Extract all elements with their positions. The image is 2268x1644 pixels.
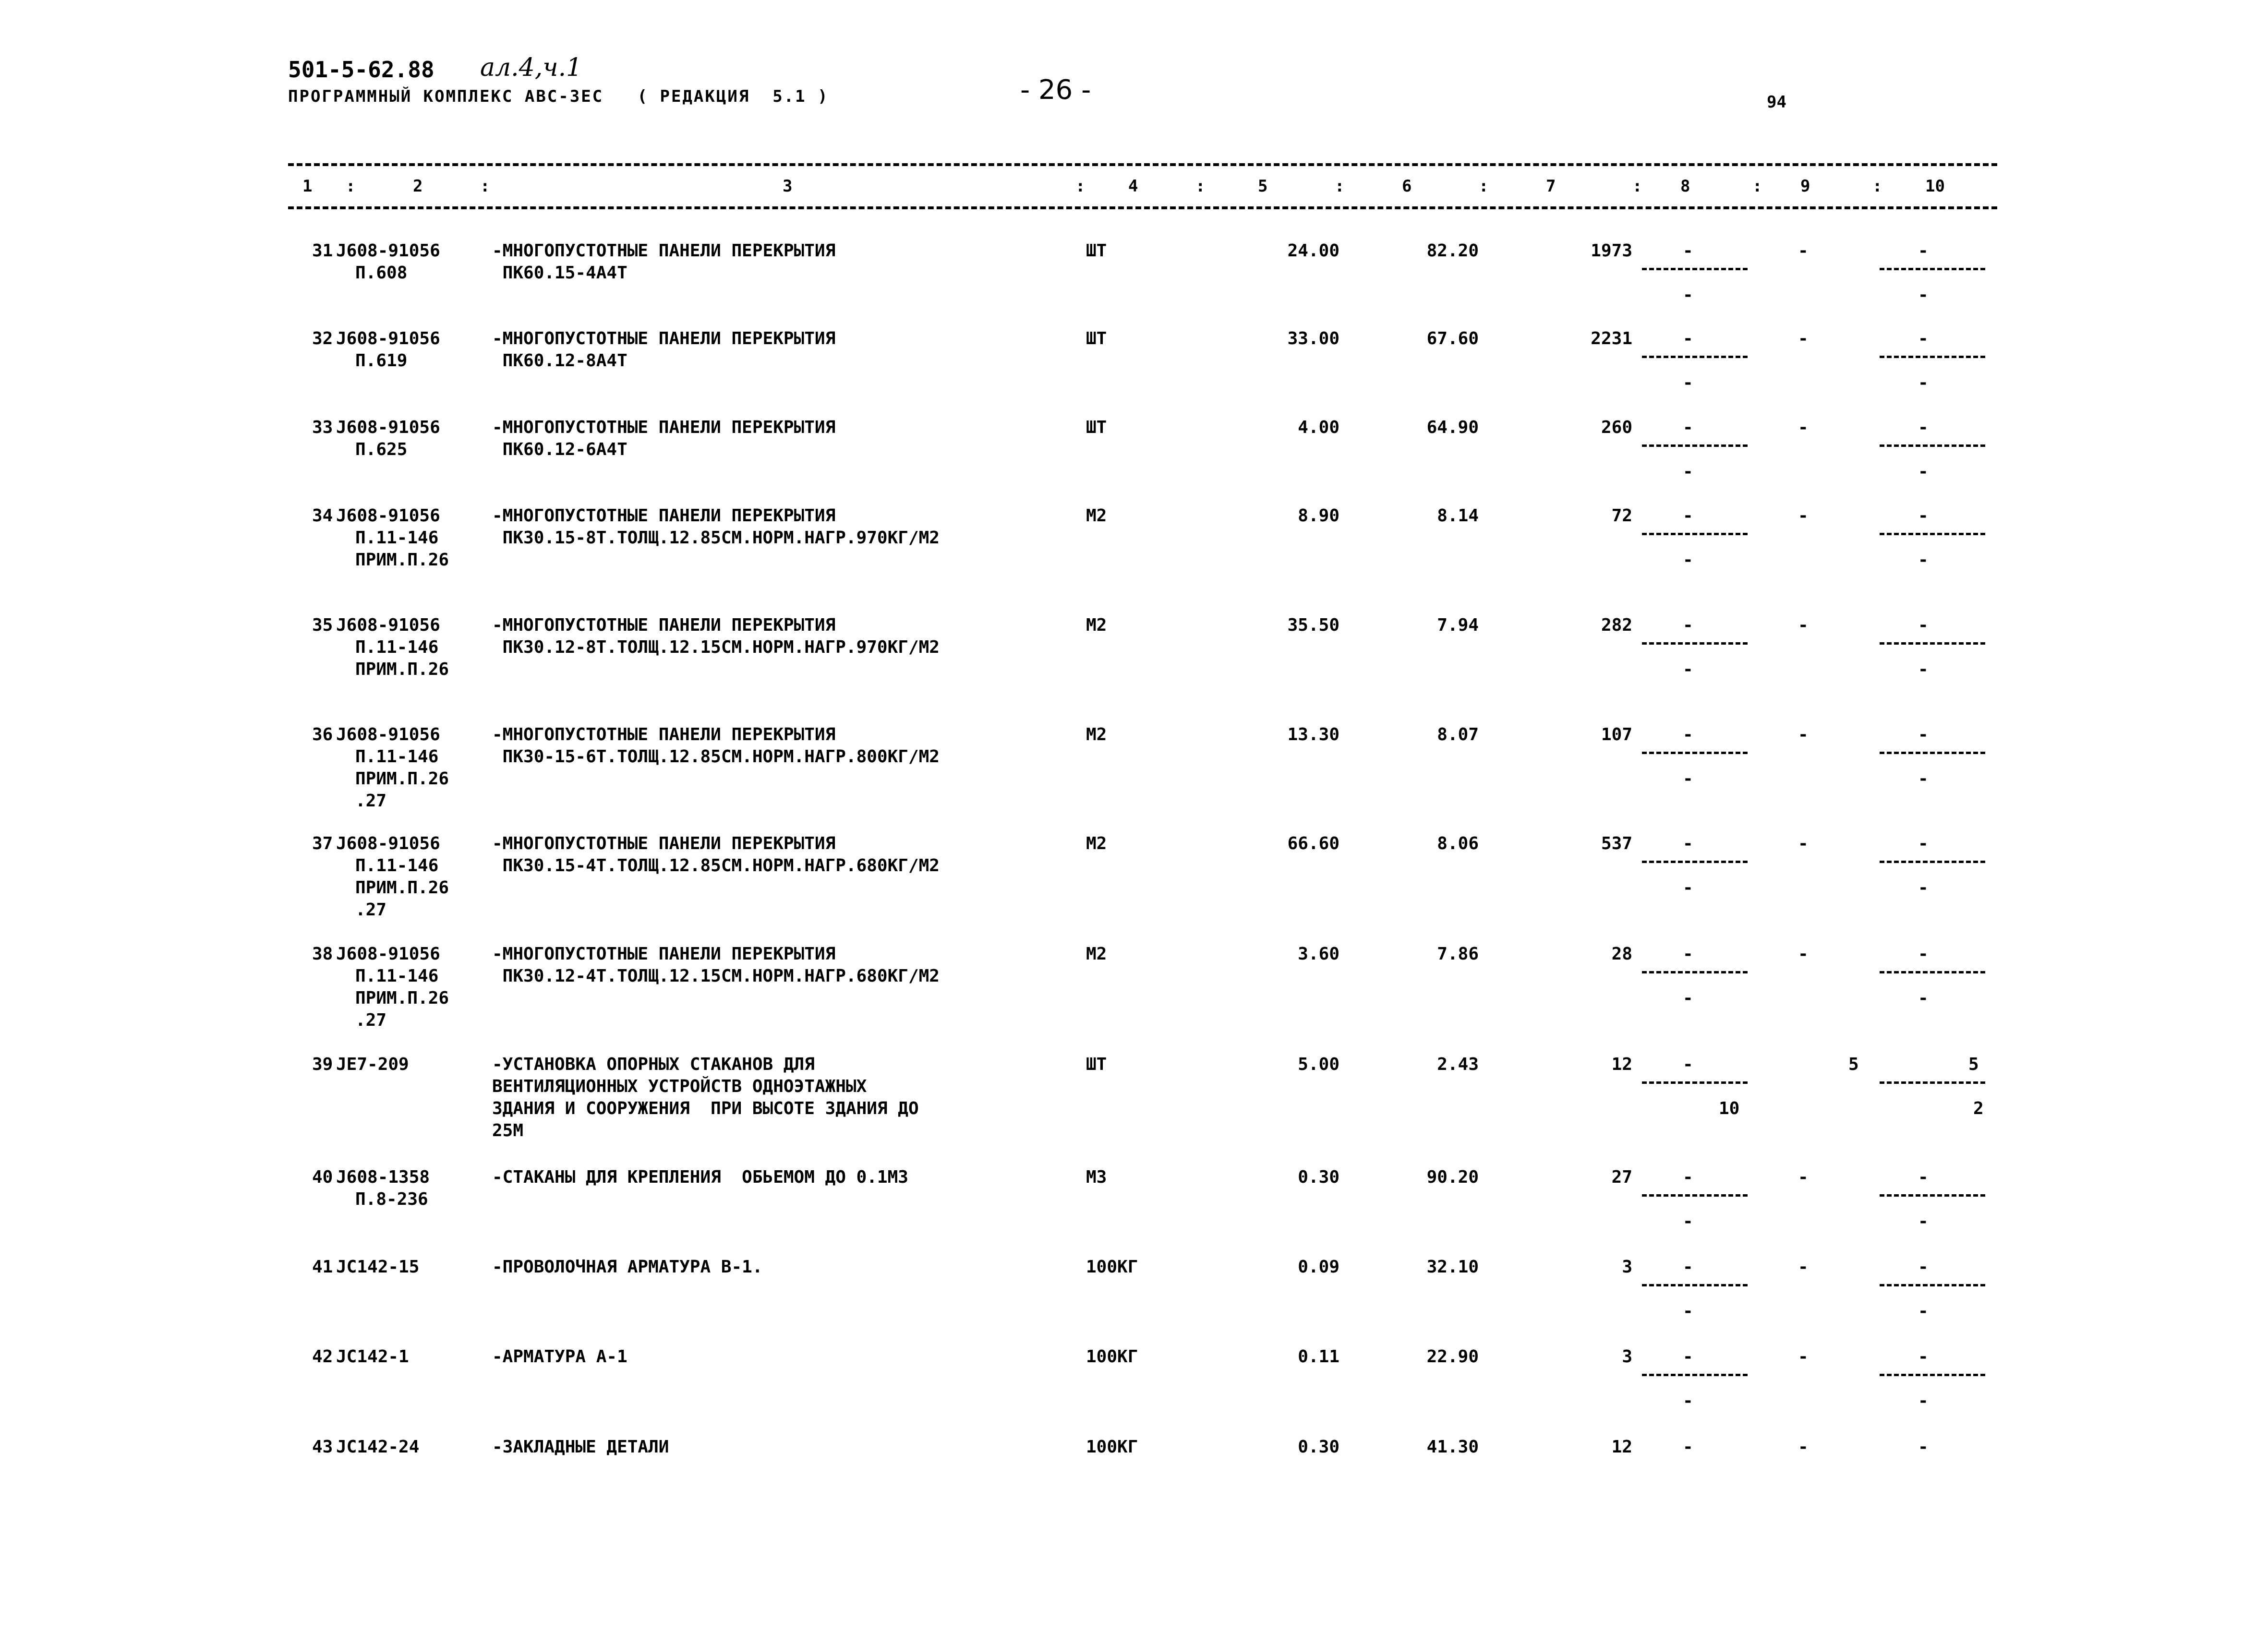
- row-number: 40: [312, 1167, 333, 1187]
- row-code: П.11-146: [355, 747, 439, 767]
- fraction-line: [1642, 1374, 1748, 1376]
- column-number: 7: [1546, 177, 1556, 196]
- row-col9: -: [1798, 1347, 1809, 1367]
- row-col8-top: -: [1683, 1347, 1693, 1367]
- row-code: П.11-146: [355, 528, 439, 548]
- fraction-line: [1642, 1284, 1748, 1286]
- row-description: ПК30.15-8Т.ТОЛЩ.12.85СМ.НОРМ.НАГР.970КГ/М2: [492, 528, 940, 548]
- row-quantity: 66.60: [1287, 834, 1339, 853]
- row-col10-bottom: 2: [1973, 1099, 1984, 1118]
- row-code: ПРИМ.П.26: [355, 660, 449, 679]
- row-col8-bottom: 10: [1719, 1099, 1740, 1118]
- row-price: 64.90: [1426, 418, 1479, 437]
- row-col9: -: [1798, 1257, 1809, 1277]
- row-col10-bottom: -: [1918, 1391, 1929, 1411]
- row-description: ПК30.12-8Т.ТОЛЩ.12.15СМ.НОРМ.НАГР.970КГ/М2: [492, 637, 940, 657]
- column-number: 9: [1800, 177, 1810, 196]
- row-col10-top: -: [1918, 615, 1929, 635]
- row-col8-top: -: [1683, 615, 1693, 635]
- row-code: ПРИМ.П.26: [355, 988, 449, 1008]
- row-code: ЈС142-1: [336, 1347, 409, 1367]
- row-code: Ј608-91056: [336, 615, 440, 635]
- row-price: 7.86: [1437, 944, 1479, 964]
- row-unit: 100КГ: [1086, 1347, 1138, 1367]
- column-separator: :: [1632, 177, 1642, 196]
- row-quantity: 5.00: [1298, 1055, 1339, 1074]
- row-code: Ј608-91056: [336, 725, 440, 744]
- row-description: ПК30-15-6Т.ТОЛЩ.12.85СМ.НОРМ.НАГР.800КГ/М2: [492, 747, 940, 767]
- row-col10-top: -: [1918, 1347, 1929, 1367]
- row-description: -СТАКАНЫ ДЛЯ КРЕПЛЕНИЯ ОБЬЕМОМ ДО 0.1М3: [492, 1167, 908, 1187]
- row-price: 2.43: [1437, 1055, 1479, 1074]
- row-code: ЈС142-24: [336, 1437, 420, 1457]
- row-price: 67.60: [1426, 329, 1479, 348]
- row-description: -МНОГОПУСТОТНЫЕ ПАНЕЛИ ПЕРЕКРЫТИЯ: [492, 725, 836, 744]
- row-total: 28: [1611, 944, 1632, 964]
- row-quantity: 8.90: [1298, 506, 1339, 526]
- row-col8-bottom: -: [1683, 373, 1693, 393]
- fraction-line: [1880, 1284, 1985, 1286]
- column-number: 3: [783, 177, 793, 196]
- row-col10-bottom: -: [1918, 1212, 1929, 1231]
- row-total: 3: [1622, 1257, 1632, 1277]
- row-col10-top: -: [1918, 725, 1929, 744]
- row-col10-bottom: -: [1918, 769, 1929, 789]
- row-number: 37: [312, 834, 333, 853]
- row-col10-bottom: -: [1918, 1301, 1929, 1321]
- row-col10-top: -: [1918, 506, 1929, 526]
- row-description: ЗДАНИЯ И СООРУЖЕНИЯ ПРИ ВЫСОТЕ ЗДАНИЯ ДО: [492, 1099, 919, 1118]
- row-col9: -: [1798, 1437, 1809, 1457]
- edition-label: ( РЕДАКЦИЯ 5.1 ): [637, 87, 829, 106]
- fraction-line: [1642, 752, 1748, 754]
- row-price: 8.14: [1437, 506, 1479, 526]
- sheet-number: 94: [1767, 93, 1786, 112]
- column-number: 1: [302, 177, 313, 196]
- handwritten-note: ал.4,ч.1: [480, 53, 582, 82]
- row-code: П.619: [355, 351, 408, 371]
- column-separator: :: [1872, 177, 1882, 196]
- fraction-line: [1880, 752, 1985, 754]
- row-col10-bottom: -: [1918, 285, 1929, 305]
- row-col9: -: [1798, 1167, 1809, 1187]
- column-number: 6: [1402, 177, 1412, 196]
- row-quantity: 0.09: [1298, 1257, 1339, 1277]
- column-separator: :: [1195, 177, 1206, 196]
- column-number: 8: [1680, 177, 1690, 196]
- row-total: 12: [1611, 1055, 1632, 1074]
- row-col9: -: [1798, 725, 1809, 744]
- row-price: 8.06: [1437, 834, 1479, 853]
- row-description: -УСТАНОВКА ОПОРНЫХ СТАКАНОВ ДЛЯ: [492, 1055, 815, 1074]
- row-quantity: 33.00: [1287, 329, 1339, 348]
- row-code: Ј608-91056: [336, 418, 440, 437]
- row-total: 537: [1601, 834, 1632, 853]
- row-total: 107: [1601, 725, 1632, 744]
- row-col9: -: [1798, 506, 1809, 526]
- row-code: ПРИМ.П.26: [355, 878, 449, 898]
- row-code: Ј608-91056: [336, 506, 440, 526]
- row-total: 12: [1611, 1437, 1632, 1457]
- row-unit: ШТ: [1086, 241, 1107, 261]
- row-col8-bottom: -: [1683, 1391, 1693, 1411]
- column-number: 5: [1258, 177, 1268, 196]
- row-description: -МНОГОПУСТОТНЫЕ ПАНЕЛИ ПЕРЕКРЫТИЯ: [492, 241, 836, 261]
- row-description: -АРМАТУРА А-1: [492, 1347, 627, 1367]
- row-number: 42: [312, 1347, 333, 1367]
- row-price: 32.10: [1426, 1257, 1479, 1277]
- row-description: ВЕНТИЛЯЦИОННЫХ УСТРОЙСТВ ОДНОЭТАЖНЫХ: [492, 1077, 867, 1096]
- row-code: П.11-146: [355, 966, 439, 986]
- row-col10-top: -: [1918, 418, 1929, 437]
- fraction-line: [1880, 1374, 1985, 1376]
- row-total: 72: [1611, 506, 1632, 526]
- row-quantity: 4.00: [1298, 418, 1339, 437]
- row-unit: М2: [1086, 506, 1107, 526]
- row-price: 22.90: [1426, 1347, 1479, 1367]
- row-col8-top: -: [1683, 725, 1693, 744]
- fraction-line: [1642, 1081, 1748, 1084]
- program-name: ПРОГРАММНЫЙ КОМПЛЕКС АВС-3ЕС: [288, 87, 604, 106]
- column-separator: :: [1075, 177, 1086, 196]
- row-col10-bottom: -: [1918, 878, 1929, 898]
- row-col10-top: -: [1918, 241, 1929, 261]
- row-number: 33: [312, 418, 333, 437]
- row-description: -МНОГОПУСТОТНЫЕ ПАНЕЛИ ПЕРЕКРЫТИЯ: [492, 506, 836, 526]
- row-col9: -: [1798, 241, 1809, 261]
- row-code: ЈС142-15: [336, 1257, 420, 1277]
- row-total: 2231: [1591, 329, 1632, 348]
- fraction-line: [1642, 1194, 1748, 1197]
- row-code: ПРИМ.П.26: [355, 550, 449, 570]
- row-unit: М2: [1086, 944, 1107, 964]
- row-code: П.625: [355, 440, 408, 459]
- row-number: 35: [312, 615, 333, 635]
- row-col8-bottom: -: [1683, 1301, 1693, 1321]
- row-code: Ј608-1358: [336, 1167, 430, 1187]
- column-separator: :: [1335, 177, 1345, 196]
- column-number: 2: [413, 177, 423, 196]
- row-col10-bottom: -: [1918, 988, 1929, 1008]
- row-col10-top: -: [1918, 1437, 1929, 1457]
- row-col10-top: -: [1918, 944, 1929, 964]
- row-code: П.608: [355, 263, 408, 283]
- column-separator: :: [480, 177, 490, 196]
- row-description: 25М: [492, 1121, 524, 1140]
- row-unit: 100КГ: [1086, 1437, 1138, 1457]
- row-code: ПРИМ.П.26: [355, 769, 449, 789]
- program-title: [288, 85, 829, 108]
- column-separator: :: [1479, 177, 1489, 196]
- row-code: П.11-146: [355, 637, 439, 657]
- row-description: ПК30.15-4Т.ТОЛЩ.12.85СМ.НОРМ.НАГР.680КГ/М2: [492, 856, 940, 876]
- row-description: ПК60.15-4А4Т: [492, 263, 627, 283]
- row-code: Ј608-91056: [336, 241, 440, 261]
- row-unit: ШТ: [1086, 329, 1107, 348]
- row-description: -МНОГОПУСТОТНЫЕ ПАНЕЛИ ПЕРЕКРЫТИЯ: [492, 944, 836, 964]
- row-price: 7.94: [1437, 615, 1479, 635]
- fraction-line: [1642, 861, 1748, 863]
- row-code: .27: [355, 791, 387, 811]
- row-col8-top: -: [1683, 506, 1693, 526]
- row-description: ПК60.12-8А4Т: [492, 351, 627, 371]
- row-col8-bottom: -: [1683, 1212, 1693, 1231]
- fraction-line: [1642, 444, 1748, 447]
- row-description: -ПРОВОЛОЧНАЯ АРМАТУРА В-1.: [492, 1257, 763, 1277]
- row-col9: -: [1798, 834, 1809, 853]
- row-col10-top: -: [1918, 834, 1929, 853]
- row-col9: -: [1798, 944, 1809, 964]
- fraction-line: [1880, 1081, 1985, 1084]
- row-description: -МНОГОПУСТОТНЫЕ ПАНЕЛИ ПЕРЕКРЫТИЯ: [492, 615, 836, 635]
- header-rule-top: [288, 163, 1997, 166]
- row-description: -МНОГОПУСТОТНЫЕ ПАНЕЛИ ПЕРЕКРЫТИЯ: [492, 834, 836, 853]
- row-code: Ј608-91056: [336, 834, 440, 853]
- row-code: ЈЕ7-209: [336, 1055, 409, 1074]
- row-quantity: 0.30: [1298, 1167, 1339, 1187]
- row-number: 36: [312, 725, 333, 744]
- row-col8-bottom: -: [1683, 878, 1693, 898]
- row-price: 90.20: [1426, 1167, 1479, 1187]
- row-col10-top: 5: [1968, 1055, 1979, 1074]
- row-col9: -: [1798, 615, 1809, 635]
- row-unit: М2: [1086, 725, 1107, 744]
- fraction-line: [1642, 268, 1748, 270]
- column-number: 10: [1925, 177, 1945, 196]
- row-total: 282: [1601, 615, 1632, 635]
- row-description: -ЗАКЛАДНЫЕ ДЕТАЛИ: [492, 1437, 669, 1457]
- row-unit: М2: [1086, 615, 1107, 635]
- column-separator: :: [346, 177, 356, 196]
- row-description: ПК60.12-6А4Т: [492, 440, 627, 459]
- row-col8-bottom: -: [1683, 462, 1693, 481]
- row-code: П.8-236: [355, 1189, 428, 1209]
- page-number: - 26 -: [1020, 74, 1091, 106]
- row-unit: ШТ: [1086, 1055, 1107, 1074]
- row-col8-top: -: [1683, 1055, 1693, 1074]
- row-col9: -: [1798, 329, 1809, 348]
- row-quantity: 35.50: [1287, 615, 1339, 635]
- row-description: -МНОГОПУСТОТНЫЕ ПАНЕЛИ ПЕРЕКРЫТИЯ: [492, 329, 836, 348]
- row-quantity: 0.30: [1298, 1437, 1339, 1457]
- row-col8-bottom: -: [1683, 769, 1693, 789]
- fraction-line: [1880, 356, 1985, 358]
- row-description: ПК30.12-4Т.ТОЛЩ.12.15СМ.НОРМ.НАГР.680КГ/М2: [492, 966, 940, 986]
- document-code: 501-5-62.88: [288, 57, 434, 83]
- row-unit: М3: [1086, 1167, 1107, 1187]
- row-col8-top: -: [1683, 834, 1693, 853]
- row-quantity: 0.11: [1298, 1347, 1339, 1367]
- fraction-line: [1880, 533, 1985, 535]
- row-col10-top: -: [1918, 1257, 1929, 1277]
- row-col10-top: -: [1918, 329, 1929, 348]
- row-number: 31: [312, 241, 333, 261]
- row-code: .27: [355, 1010, 387, 1030]
- row-unit: М2: [1086, 834, 1107, 853]
- row-col8-top: -: [1683, 241, 1693, 261]
- row-col8-top: -: [1683, 1167, 1693, 1187]
- row-quantity: 13.30: [1287, 725, 1339, 744]
- row-unit: 100КГ: [1086, 1257, 1138, 1277]
- row-col8-bottom: -: [1683, 285, 1693, 305]
- header-rule-bottom: [288, 206, 1997, 209]
- row-code: Ј608-91056: [336, 944, 440, 964]
- row-price: 82.20: [1426, 241, 1479, 261]
- row-col10-bottom: -: [1918, 550, 1929, 570]
- row-total: 3: [1622, 1347, 1632, 1367]
- fraction-line: [1880, 268, 1985, 270]
- row-price: 41.30: [1426, 1437, 1479, 1457]
- row-col10-top: -: [1918, 1167, 1929, 1187]
- row-code: Ј608-91056: [336, 329, 440, 348]
- fraction-line: [1880, 861, 1985, 863]
- row-col10-bottom: -: [1918, 373, 1929, 393]
- row-code: П.11-146: [355, 856, 439, 876]
- row-total: 260: [1601, 418, 1632, 437]
- row-col8-bottom: -: [1683, 550, 1693, 570]
- row-col8-top: -: [1683, 418, 1693, 437]
- row-col9: -: [1798, 418, 1809, 437]
- row-number: 38: [312, 944, 333, 964]
- row-number: 43: [312, 1437, 333, 1457]
- row-description: -МНОГОПУСТОТНЫЕ ПАНЕЛИ ПЕРЕКРЫТИЯ: [492, 418, 836, 437]
- row-col8-bottom: -: [1683, 988, 1693, 1008]
- fraction-line: [1642, 971, 1748, 973]
- row-total: 27: [1611, 1167, 1632, 1187]
- fraction-line: [1642, 642, 1748, 645]
- row-col10-bottom: -: [1918, 660, 1929, 679]
- fraction-line: [1880, 971, 1985, 973]
- row-number: 34: [312, 506, 333, 526]
- row-price: 8.07: [1437, 725, 1479, 744]
- row-total: 1973: [1591, 241, 1632, 261]
- fraction-line: [1642, 533, 1748, 535]
- column-number: 4: [1128, 177, 1138, 196]
- fraction-line: [1880, 1194, 1985, 1197]
- row-code: .27: [355, 900, 387, 920]
- row-quantity: 24.00: [1287, 241, 1339, 261]
- row-unit: ШТ: [1086, 418, 1107, 437]
- row-number: 39: [312, 1055, 333, 1074]
- fraction-line: [1642, 356, 1748, 358]
- row-col10-bottom: -: [1918, 462, 1929, 481]
- row-number: 41: [312, 1257, 333, 1277]
- row-col8-bottom: -: [1683, 660, 1693, 679]
- column-separator: :: [1752, 177, 1762, 196]
- fraction-line: [1880, 642, 1985, 645]
- row-col8-top: -: [1683, 944, 1693, 964]
- row-col9: 5: [1848, 1055, 1859, 1074]
- row-col8-top: -: [1683, 1257, 1693, 1277]
- row-quantity: 3.60: [1298, 944, 1339, 964]
- row-col8-top: -: [1683, 329, 1693, 348]
- fraction-line: [1880, 444, 1985, 447]
- row-number: 32: [312, 329, 333, 348]
- row-col8-top: -: [1683, 1437, 1693, 1457]
